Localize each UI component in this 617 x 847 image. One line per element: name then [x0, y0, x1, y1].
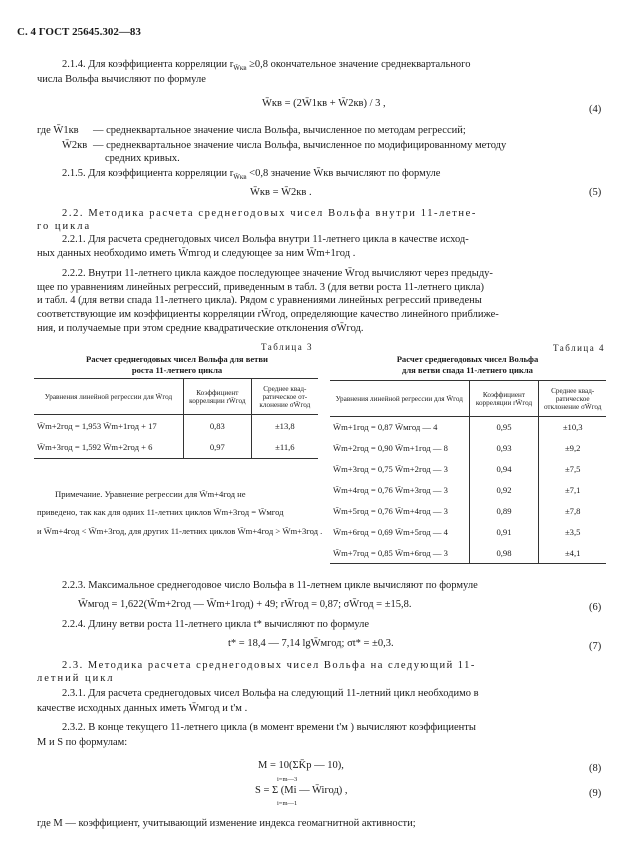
table4-row-eq: W̄m+5год = 0,76 W̄m+4год — 3 — [330, 501, 469, 522]
p231-l1: 2.3.1. Для расчета среднегодовых чисел Вольфа на следующий 11-летний цикл необходимо в — [62, 688, 479, 699]
formula-6: W̄мгод = 1,622(W̄m+2год — W̄m+1год) + 49; rW̄год = 0,87; σW̄год = ±15,8. — [78, 599, 412, 610]
table4-row-sigma: ±7,1 — [564, 485, 581, 495]
table4-row-r: 0,93 — [469, 438, 539, 459]
table4-row — [330, 543, 606, 564]
table3-col3: Среднее квад-ратическое от-клонение σW̄год — [259, 384, 311, 409]
p222-l4: соответствующие им коэффициенты корреляции rW̄год, определяющие качество линейного приближе- — [37, 309, 499, 320]
s22-heading: 2.2. Методика расчета среднегодовых чисел Вольфа внутри 11-летне- — [62, 208, 478, 219]
p222-l5: ния, и получаемые при этом средние квадратические отклонения σW̄год. — [37, 323, 364, 334]
table4-row-sigma: ±3,5 — [564, 527, 581, 537]
table4-row — [330, 459, 606, 480]
table3-row-eq: W̄m+2год = 1,953 W̄m+1год + 17 — [34, 415, 183, 437]
table3-col1: Уравнения линейной регрессии для W̄год — [34, 379, 183, 415]
table4-row-eq: W̄m+2год = 0,90 W̄m+1год — 8 — [330, 438, 469, 459]
table4-row-r: 0,92 — [469, 480, 539, 501]
table4-row-eq: W̄m+3год = 0,75 W̄m+2год — 3 — [330, 459, 469, 480]
table4-title-l1: Расчет среднегодовых чисел Вольфа — [396, 354, 539, 364]
formula-8: M = 10(ΣK̄p — 10), — [258, 760, 344, 771]
where2-cont: средних кривых. — [105, 153, 180, 164]
table4-row-eq: W̄m+7год = 0,85 W̄m+6год — 3 — [330, 543, 469, 564]
table3-title-l2: роста 11-летнего цикла — [131, 365, 223, 375]
s214-line1: 2.1.4. Для коэффициента корреляции $r_{W̄кв} \ge 0,8$ окончательное значение среднеквартального — [62, 59, 471, 73]
eq-no-8: (8) — [589, 763, 602, 774]
p222-l1: 2.2.2. Внутри 11-летнего цикла каждое последующее значение W̄год вычисляют через предыду- — [62, 268, 493, 279]
table3-row-r: 0,83 — [183, 415, 251, 437]
table4-col3: Среднее квад-ратическое отклонение σW̄год — [543, 386, 602, 411]
p222-l3: и табл. 4 (для ветви спада 11-летнего цикла). Рядом с уравнениями линейных регрессий приведены — [37, 295, 482, 306]
s22-heading-cont: го цикла — [37, 221, 92, 232]
s224-line1: 2.2.4. Длину ветви роста 11-летнего цикла t* вычисляют по формуле — [62, 619, 370, 630]
page-header: С. 4 ГОСТ 25645.302—83 — [17, 26, 141, 38]
table4-row-sigma: ±7,5 — [564, 464, 581, 474]
table4-col2: Коэффициент корреляции rW̄год — [469, 381, 539, 417]
where1-text: — среднеквартальное значение числа Вольфа, вычисленное по методам регрессий; — [93, 125, 466, 136]
table4-row-sigma: ±4,1 — [564, 547, 581, 558]
eq-no-9: (9) — [589, 788, 602, 799]
s23-heading-cont: летний цикл — [37, 673, 115, 684]
s23-heading: 2.3. Методика расчета среднегодовых чисел Вольфа на следующий 11- — [62, 660, 476, 671]
table3-row — [34, 437, 318, 459]
table3-note-l1: Примечание. Уравнение регрессии для W̄m+4год не — [55, 489, 246, 499]
eq-no-5: (5) — [589, 187, 602, 198]
p221-l2: ных данных необходимо иметь W̄mгод и следующее за ним W̄m+1год . — [37, 248, 356, 259]
where2-label: W̄2кв — [62, 140, 88, 151]
p232-l2: M и S по формулам: — [37, 737, 128, 748]
table4-row — [330, 522, 606, 543]
formula-5: W̄кв = W̄2кв . — [250, 187, 312, 198]
table3 — [34, 378, 318, 459]
table3-title-l1: Расчет среднегодовых чисел Вольфа для ветви — [86, 354, 268, 364]
p222-l2: щее по уравнениям линейных регрессий, приведенным в табл. 3 (для ветви роста 11-летнего цикла) — [37, 282, 484, 293]
table3-row-sigma: ±11,6 — [275, 442, 295, 453]
table3-row — [34, 415, 318, 437]
table4-row-sigma: ±9,2 — [564, 443, 581, 453]
table3-note-l2: приведено, так как для одних 11-летних циклов W̄m+3год = W̄мгод — [37, 507, 284, 517]
where1-label: где W̄1кв — [37, 125, 79, 136]
s223-line1: 2.2.3. Максимальное среднегодовое число Вольфа в 11-летнем цикле вычисляют по формуле — [62, 580, 478, 591]
eq-no-7: (7) — [589, 641, 602, 652]
formula-9: S = Σ (Mi — W̄iгод) , — [255, 785, 348, 796]
table4-row — [330, 480, 606, 501]
table3-row-sigma: ±13,8 — [274, 420, 295, 431]
where2-text: — среднеквартальное значение числа Вольфа, вычисленное по модифицированному методу — [93, 140, 507, 151]
table4-col1: Уравнения линейной регрессии для W̄год — [330, 381, 469, 417]
table4-row-r: 0,91 — [469, 522, 539, 543]
sum-upper-limit: i=m—3 — [277, 776, 298, 783]
eq-no-4: (4) — [589, 104, 602, 115]
formula-4: W̄кв = (2W̄1кв + W̄2кв) / 3 , — [262, 98, 386, 109]
table3-col2: Коэффициент корреляции rW̄год — [183, 379, 251, 415]
table4-title-l2: для ветви спада 11-летнего цикла — [402, 365, 533, 375]
table4 — [330, 380, 606, 564]
table3-caption: Таблица 3 — [261, 342, 313, 352]
table3-row-r: 0,97 — [183, 437, 251, 459]
table4-row — [330, 438, 606, 459]
table4-row-eq: W̄m+1год = 0,87 W̄мгод — 4 — [330, 417, 469, 438]
table4-row-r: 0,89 — [469, 501, 539, 522]
table4-row-r: 0,98 — [469, 543, 539, 564]
table3-title — [37, 354, 317, 376]
s214-line2: числа Вольфа вычисляют по формуле — [37, 74, 206, 85]
table4-row-eq: W̄m+6год = 0,69 W̄m+5год — 4 — [330, 522, 469, 543]
table4-caption: Таблица 4 — [553, 343, 605, 353]
sum-lower-limit: i=m—1 — [277, 800, 298, 807]
table4-title — [330, 354, 605, 376]
p232-l1: 2.3.2. В конце текущего 11-летнего цикла (в момент времени t'м ) вычисляют коэффициенты — [62, 722, 476, 733]
table4-row — [330, 417, 606, 438]
formula-7: t* = 18,4 — 7,14 lgW̄мгод; σt* = ±0,3. — [228, 638, 394, 649]
p221-l1: 2.2.1. Для расчета среднегодовых чисел Вольфа внутри 11-летнего цикла в качестве исход- — [62, 234, 469, 245]
table3-row-eq: W̄m+3год = 1,592 W̄m+2год + 6 — [34, 437, 183, 459]
table4-row-sigma: ±10,3 — [562, 422, 583, 433]
table4-row-sigma: ±7,8 — [564, 506, 581, 516]
s232-where: где M — коэффициент, учитывающий изменение индекса геомагнитной активности; — [37, 818, 416, 829]
table3-note-l3: и W̄m+4год < W̄m+3год, для других 11-летних циклов W̄m+4год > W̄m+3год . — [37, 526, 323, 536]
table4-row-r: 0,95 — [469, 417, 539, 438]
table4-row-r: 0,94 — [469, 459, 539, 480]
eq-no-6: (6) — [589, 602, 602, 613]
p231-l2: качестве исходных данных иметь W̄мгод и t'м . — [37, 703, 248, 714]
table4-row — [330, 501, 606, 522]
s215-line1: 2.1.5. Для коэффициента корреляции $r_{W̄кв} <0,8$ значение W̄кв вычисляют по формуле — [62, 168, 441, 182]
table4-row-eq: W̄m+4год = 0,76 W̄m+3год — 3 — [330, 480, 469, 501]
